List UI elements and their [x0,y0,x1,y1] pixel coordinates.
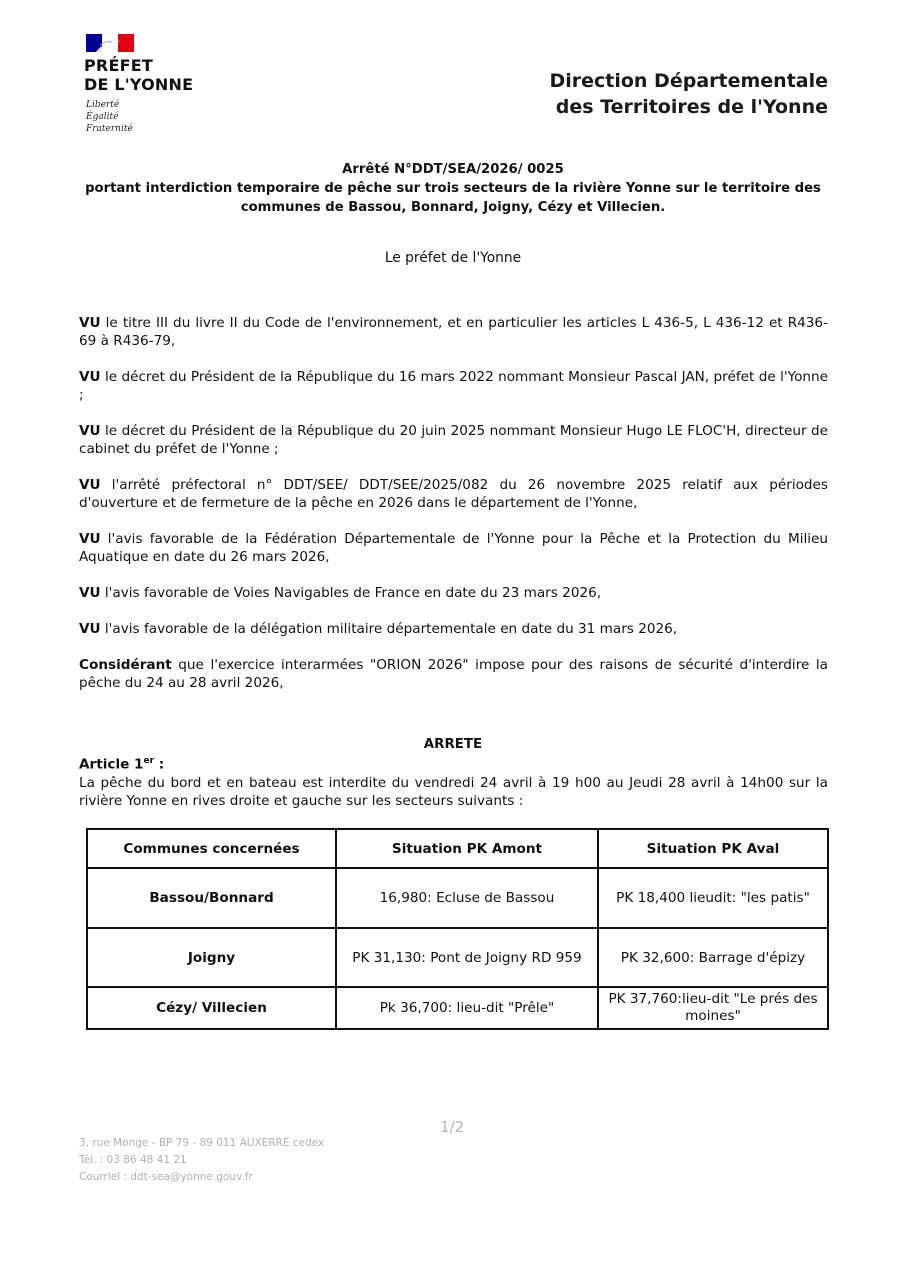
motto-fraternite: Fraternité [86,124,133,134]
decree-subject-line-2: communes de Bassou, Bonnard, Joigny, Cézy et Villecien. [240,200,666,215]
department-line-2: des Territoires de l'Yonne [555,96,828,118]
vu-text: l'avis favorable de la délégation militaire départementale en date du 31 mars 2026, [100,621,678,637]
column-header-communes: Communes concernées [87,829,336,868]
vu-paragraph [79,476,828,512]
article-label: Article 1 [79,756,144,773]
cell-pk-amont: Pk 36,700: lieu-dit "Prêle" [336,987,598,1029]
table-row [87,987,828,1029]
prefect-line: Le préfet de l'Yonne [384,250,522,266]
cell-pk-aval: PK 37,760:lieu-dit "Le prés des moines" [598,987,828,1029]
decree-title [80,160,826,217]
considerant-text: que l'exercice interarmées "ORION 2026" impose pour des raisons de sécurité d'interdire la pêche du 24 au 28 avril 2026, [79,657,828,691]
considerant-paragraph [79,656,828,692]
vu-keyword: VU [79,315,101,331]
logo-line-2: DE L'YONNE [84,75,194,94]
arrete-heading: ARRETE [423,737,483,752]
footer-address: 3, rue Monge - BP 79 - 89 011 AUXERRE cedex [79,1137,325,1149]
footer-email: Courriel : ddt-sea@yonne.gouv.fr [79,1171,253,1183]
republic-motto [86,99,133,135]
logo-line-1: PRÉFET [84,56,153,75]
table-row [87,868,828,928]
column-header-pk-aval: Situation PK Aval [598,829,828,868]
cell-pk-amont: 16,980: Ecluse de Bassou [336,868,598,928]
footer-contact [79,1135,324,1186]
vu-paragraph [79,314,828,350]
cell-commune: Cézy/ Villecien [87,987,336,1029]
vu-keyword: VU [79,531,101,547]
cell-pk-aval: PK 32,600: Barrage d'épizy [598,928,828,987]
article-1-text: La pêche du bord et en bateau est interdite du vendredi 24 avril à 19 h00 au Jeudi 28 avril à 14h00 sur la rivière Yonne en rives droite et gauche sur les secteurs suivants : [79,775,828,809]
cell-pk-aval: PK 18,400 lieudit: "les patis" [598,868,828,928]
table-header-row [87,829,828,868]
footer-phone: Tél. : 03 86 48 41 21 [79,1154,187,1166]
vu-paragraph [79,620,828,638]
vu-keyword: VU [79,423,101,439]
marianne-logo-icon [86,34,134,52]
article-sup: er [143,756,155,766]
vu-text: l'avis favorable de la Fédération Départementale de l'Yonne pour la Pêche et la Protection du Milieu Aquatique en date du 26 mars 2026, [79,531,828,565]
cell-commune: Bassou/Bonnard [87,868,336,928]
vu-text: l'avis favorable de Voies Navigables de France en date du 23 mars 2026, [100,585,602,601]
vu-text: le titre III du livre II du Code de l'environnement, et en particulier les articles L 436-5, L 436-12 et R436-69 à R436-79, [79,315,828,349]
vu-paragraph [79,368,828,404]
motto-liberte: Liberté [86,100,120,110]
fishing-sectors-table [86,828,829,1030]
vu-text: le décret du Président de la République du 16 mars 2022 nommant Monsieur Pascal JAN, préfet de l'Yonne ; [79,369,828,403]
considerant-keyword: Considérant [79,657,172,673]
prefecture-logo-title [84,56,193,94]
vu-keyword: VU [79,477,101,493]
page-number: 1/2 [440,1118,465,1136]
vu-paragraph [79,530,828,566]
vu-text: l'arrêté préfectoral n° DDT/SEE/ DDT/SEE/2025/082 du 26 novembre 2025 relatif aux périodes d'ouverture et de fermeture de la pêche en 2026 dans le département de l'Yonne, [79,477,828,511]
article-suffix: : [154,756,165,773]
cell-commune: Joigny [87,928,336,987]
column-header-pk-amont: Situation PK Amont [336,829,598,868]
decree-subject-line-1: portant interdiction temporaire de pêche sur trois secteurs de la rivière Yonne sur le territoire des [85,181,821,196]
vu-keyword: VU [79,585,101,601]
vu-paragraph [79,422,828,458]
vu-keyword: VU [79,621,101,637]
vu-paragraph [79,584,828,602]
cell-pk-amont: PK 31,130: Pont de Joigny RD 959 [336,928,598,987]
department-line-1: Direction Départementale [549,70,828,92]
motto-egalite: Égalité [86,112,119,122]
table-row [87,928,828,987]
article-1-heading [79,756,164,773]
vu-text: le décret du Président de la République du 20 juin 2025 nommant Monsieur Hugo LE FLOC'H, directeur de cabinet du préfet de l'Yonne ; [79,423,828,457]
decree-reference: Arrêté N°DDT/SEA/2026/ 0025 [342,162,564,177]
department-header [549,68,828,120]
vu-keyword: VU [79,369,101,385]
